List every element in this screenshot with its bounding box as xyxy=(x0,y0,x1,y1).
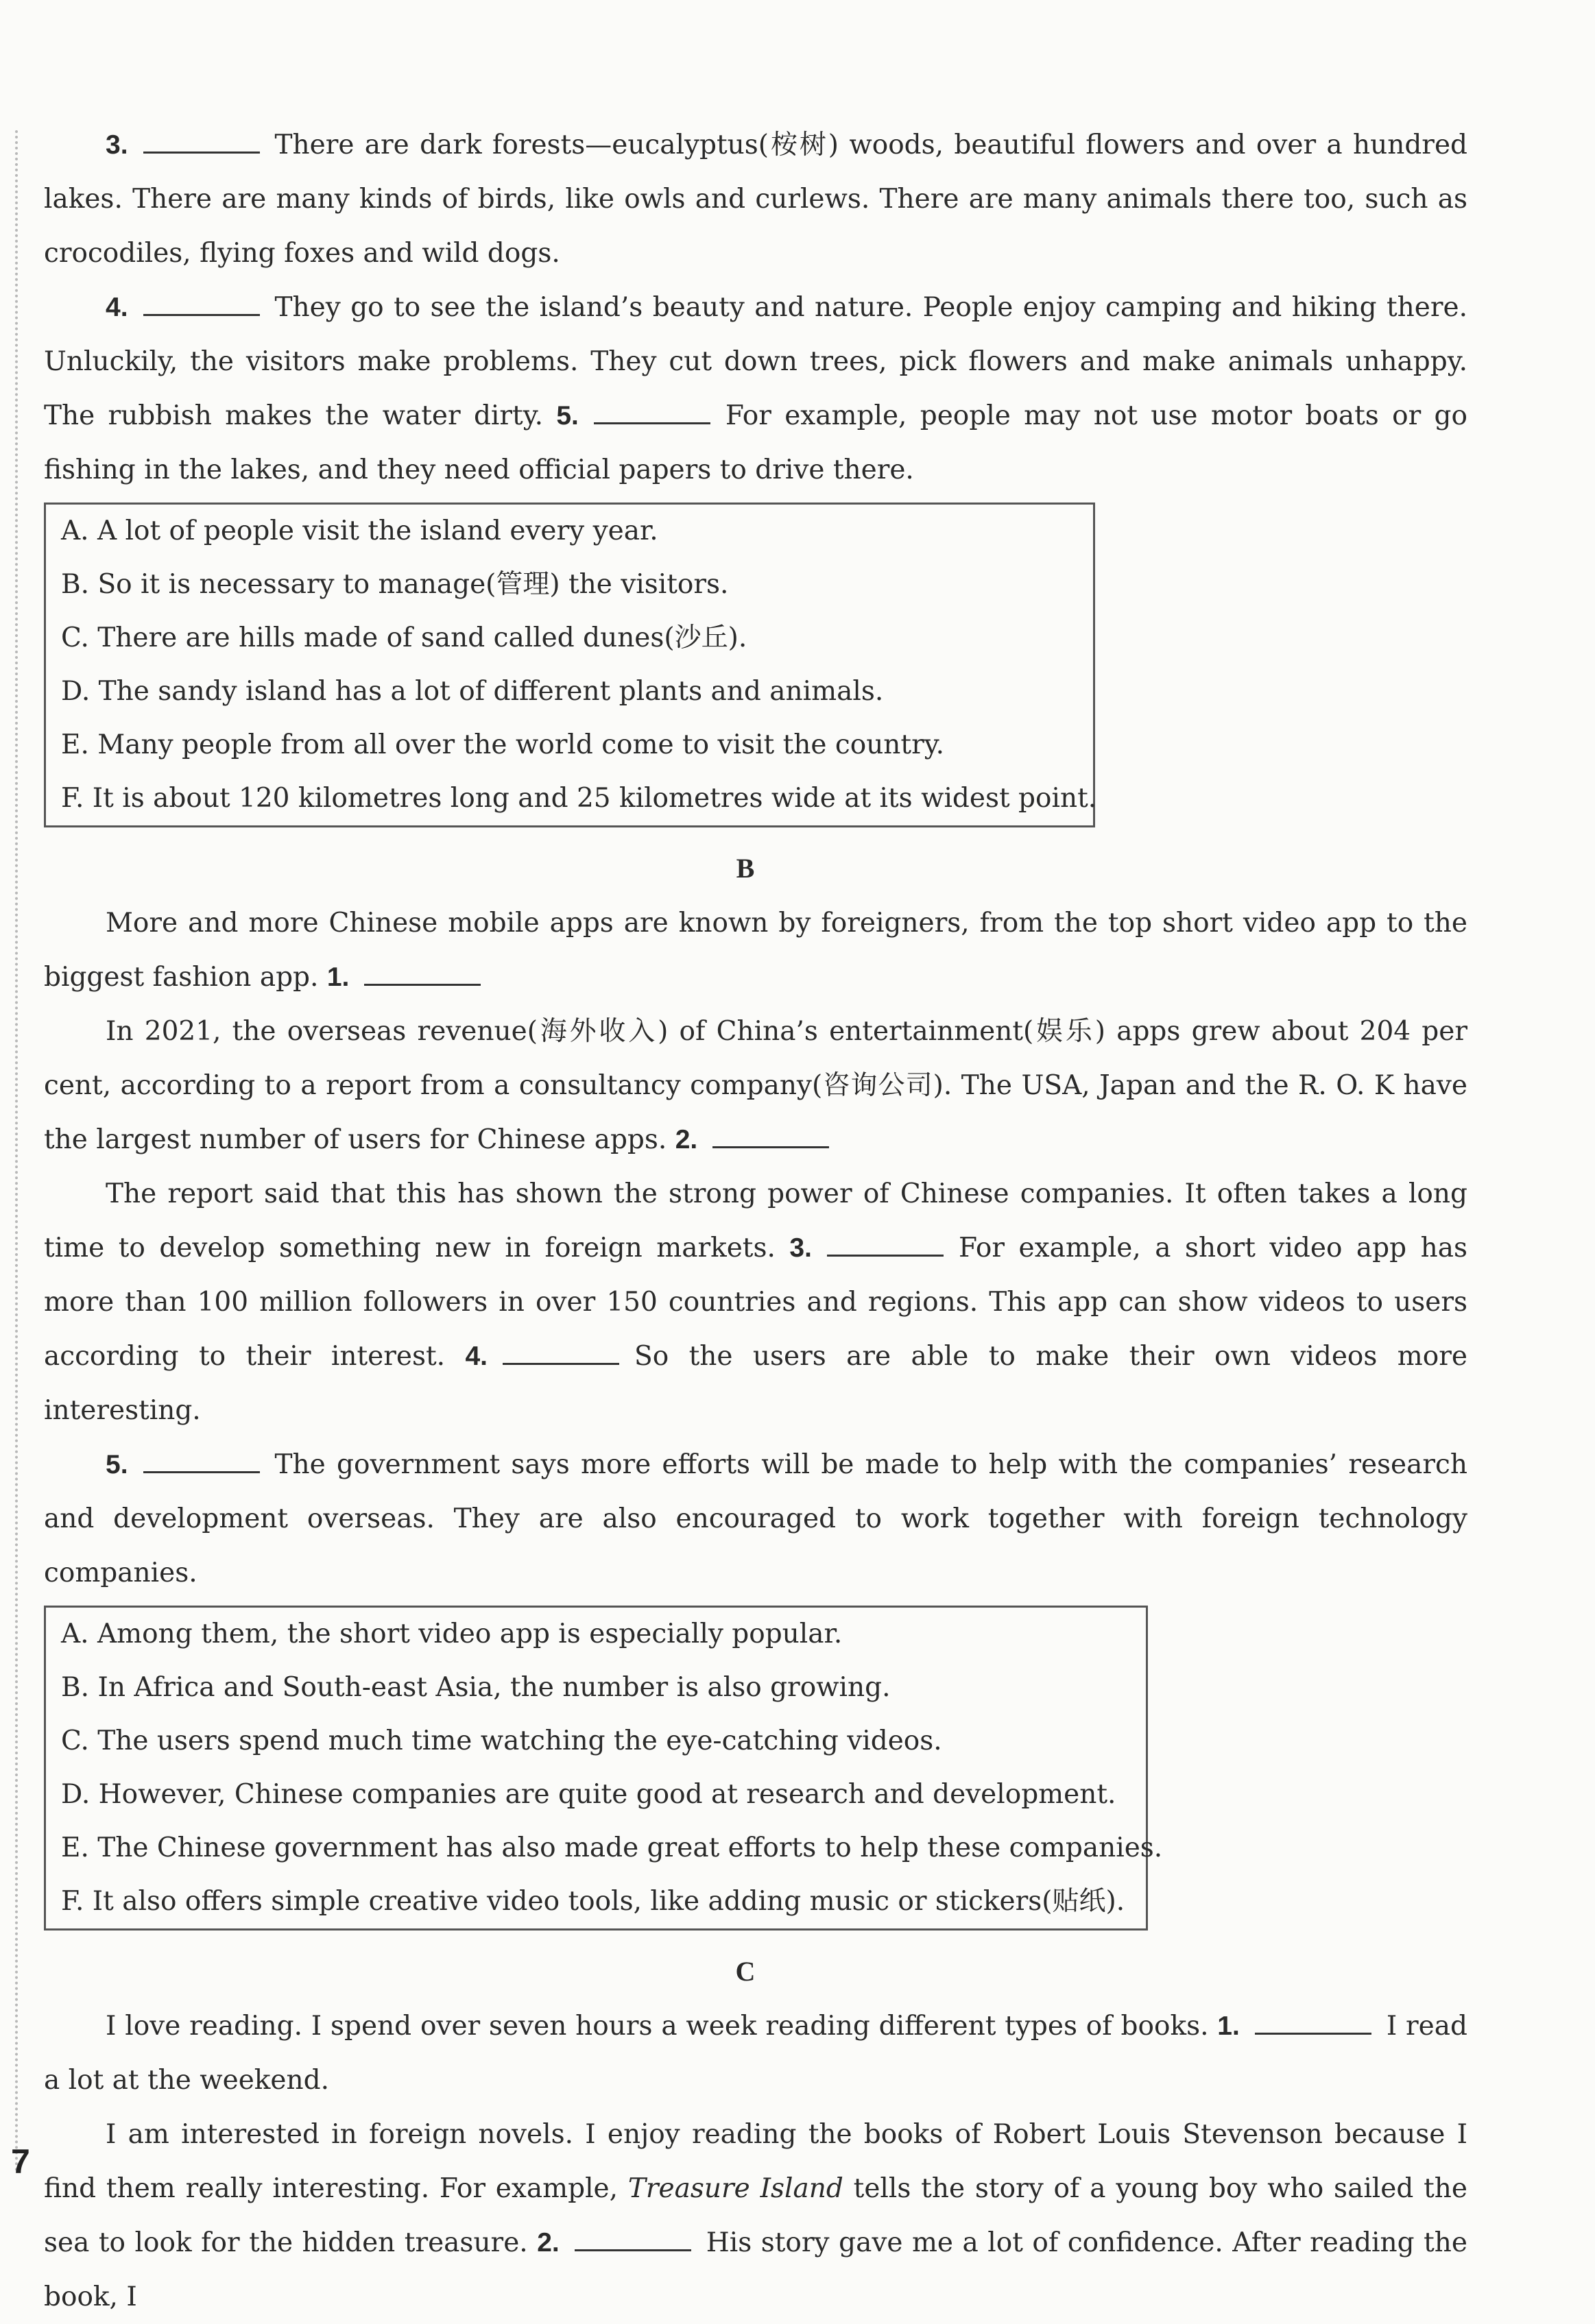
answer-blank-a3[interactable] xyxy=(143,131,260,154)
paragraph-text: The report said that this has shown the strong power of Chinese companies. It often takes a long time to develop something new in foreign markets. xyxy=(44,1178,1467,1263)
section-b-paragraph-2 xyxy=(44,1004,1467,1167)
question-number: 1. xyxy=(326,963,350,992)
paragraph-text: For example, people may not use motor boats or go fishing in the lakes, and they need official papers to drive there. xyxy=(44,400,1467,485)
section-b-paragraph-1 xyxy=(44,896,1467,1004)
paragraph-text: I love reading. I spend over seven hours a week reading different types of books. xyxy=(106,2011,1209,2042)
page-content xyxy=(44,118,1467,2324)
option-c: C. The users spend much time watching the eye-catching videos. xyxy=(61,1726,942,1756)
section-b-title: B xyxy=(736,853,755,884)
section-b-paragraph-5 xyxy=(44,1438,1467,1600)
option-d: D. The sandy island has a lot of different plants and animals. xyxy=(61,676,884,707)
option-c: C. There are hills made of sand called dunes(沙丘). xyxy=(61,622,747,653)
book-title: Treasure Island xyxy=(627,2173,843,2204)
option-f: F. It is about 120 kilometres long and 25 kilometres wide at its widest point. xyxy=(61,783,1097,814)
option-a: A. A lot of people visit the island every year. xyxy=(61,516,658,546)
margin-dotted-line xyxy=(15,130,18,2173)
paragraph-text: For example, a short video app has more than 100 million followers in over 150 countries and regions. This app can show videos to users according to their interest. xyxy=(44,1233,1467,1372)
section-b-options-box xyxy=(44,1606,1163,1930)
section-c-paragraph-2 xyxy=(44,2107,1467,2324)
paragraph-text: In 2021, the overseas revenue(海外收入) of China’s entertainment(娱乐) apps grew about 204 per cent, according to a report from a consultancy company(咨询公司). The USA, Japan and the R. O. K have the largest number of users for Chinese apps. xyxy=(44,1016,1467,1155)
question-number: 2. xyxy=(675,1125,698,1154)
question-number: 3. xyxy=(789,1233,812,1263)
question-number: 4. xyxy=(465,1342,488,1371)
answer-blank-b4[interactable] xyxy=(503,1342,619,1365)
section-a-options-box xyxy=(44,503,1095,827)
option-e: E. The Chinese government has also made great efforts to help these companies. xyxy=(61,1832,1163,1863)
paragraph-text: The government says more efforts will be made to help with the companies’ research and development overseas. They are also encouraged to work together with foreign technology companies. xyxy=(44,1449,1467,1588)
question-number: 1. xyxy=(1217,2011,1240,2041)
paragraph-text: So the users are able to make their own videos more interesting. xyxy=(44,1341,1467,1426)
paragraph-text: I read a lot at the weekend. xyxy=(44,2011,1467,2096)
section-c-paragraph-1 xyxy=(44,1999,1467,2107)
answer-blank-b5[interactable] xyxy=(143,1451,260,1473)
paragraph-text: There are dark forests—eucalyptus(桉树) woods, beautiful flowers and over a hundred lakes. There are many kinds of birds, like owls and curlews. There are many animals there too, such as crocodiles, flying foxes and wild dogs. xyxy=(44,130,1467,269)
page-number: 7 xyxy=(11,2142,30,2181)
answer-blank-a4[interactable] xyxy=(143,293,260,316)
answer-blank-c2[interactable] xyxy=(575,2229,691,2251)
option-f: F. It also offers simple creative video tools, like adding music or stickers(贴纸). xyxy=(61,1886,1125,1917)
question-number: 3. xyxy=(106,130,128,160)
question-number: 5. xyxy=(556,401,579,431)
answer-blank-c1[interactable] xyxy=(1255,2012,1371,2035)
paragraph-text: tells the story of a young boy who sailed the sea to look for the hidden treasure. xyxy=(44,2173,1468,2258)
paragraph-text: They go to see the island’s beauty and nature. People enjoy camping and hiking there. Unluckily, the visitors make problems. They cut down trees, pick flowers and make animals unhappy. The rubbish makes the water dirty. xyxy=(44,292,1467,431)
section-a-paragraph-3 xyxy=(44,118,1467,280)
section-a-paragraph-4 xyxy=(44,280,1467,497)
answer-blank-b2[interactable] xyxy=(712,1126,829,1148)
section-c-title: C xyxy=(735,1956,756,1987)
answer-blank-b3[interactable] xyxy=(827,1234,944,1257)
option-e: E. Many people from all over the world come to visit the country. xyxy=(61,729,944,760)
question-number: 2. xyxy=(537,2228,560,2258)
option-b: B. In Africa and South-east Asia, the number is also growing. xyxy=(61,1672,891,1703)
option-a: A. Among them, the short video app is especially popular. xyxy=(61,1619,843,1649)
question-number: 5. xyxy=(106,1450,128,1479)
question-number: 4. xyxy=(106,293,128,322)
paragraph-text: More and more Chinese mobile apps are known by foreigners, from the top short video app to the biggest fashion app. xyxy=(44,908,1467,993)
paragraph-text: His story gave me a lot of confidence. After reading the book, I xyxy=(44,2227,1467,2312)
option-d: D. However, Chinese companies are quite good at research and development. xyxy=(61,1779,1116,1810)
answer-blank-a5[interactable] xyxy=(594,402,710,424)
option-b: B. So it is necessary to manage(管理) the visitors. xyxy=(61,569,729,600)
paragraph-text: I am interested in foreign novels. I enjoy reading the books of Robert Louis Stevenson because I find them really interesting. For example, xyxy=(44,2119,1467,2204)
answer-blank-b1[interactable] xyxy=(364,963,481,986)
section-b-paragraph-3 xyxy=(44,1167,1467,1438)
